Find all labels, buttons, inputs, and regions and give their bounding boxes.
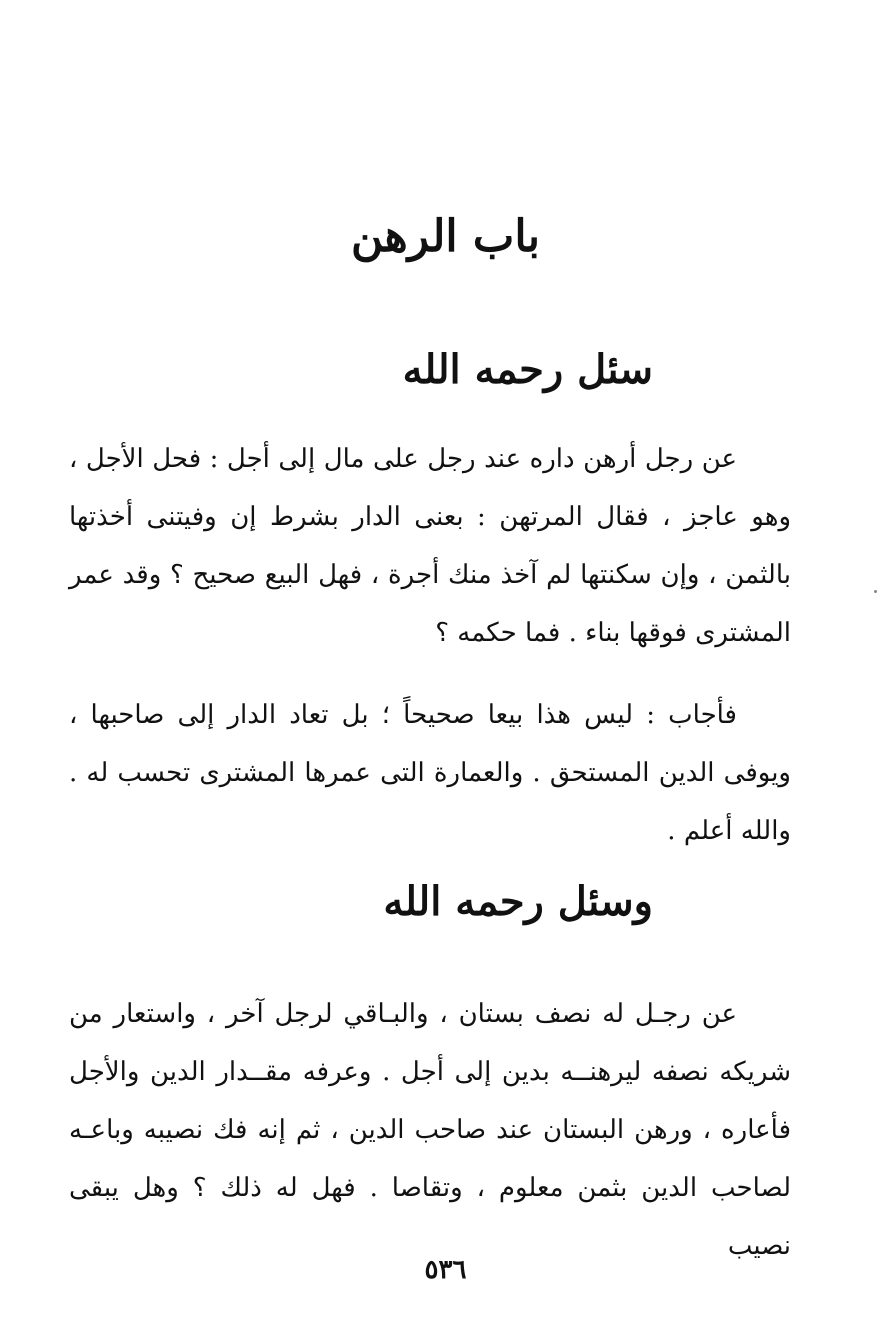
chapter-title: باب الرهن — [351, 211, 540, 262]
page-number: ٥٣٦ — [424, 1255, 467, 1285]
answer-paragraph-1: فأجاب : ليس هذا بيعا صحيحاً ؛ بل تعاد الدار إلى صاحبها ، ويوفى الدين المستحق . والعمارة التى عمرها المشترى تحسب له . والله أعلم . — [69, 700, 791, 846]
question-paragraph-2: عن رجـل له نصف بستان ، والبـاقي لرجل آخر ، واستعار من شريكه نصفه ليرهنــه بدين إلى أجل . وعرفه مقــدار الدين والأجل فأعاره ، ورهن البستان عند صاحب الدين ، ثم إنه فك نصيبه وباعـه لصاحب الدين بثمن معلوم ، وتقاصا . فهل له ذلك ؟ وهل يبقى نصيب — [69, 999, 791, 1261]
question-paragraph-1: عن رجل أرهن داره عند رجل على مال إلى أجل : فحل الأجل ، وهو عاجز ، فقال المرتهن : بعنى الدار بشرط إن وفيتنى أخذتها بالثمن ، وإن سكنتها لم آخذ منك أجرة ، فهل البيع صحيح ؟ وقد عمر المشترى فوقها بناء . فما حكمه ؟ — [69, 444, 792, 648]
section-heading-2: وسئل رحمه الله — [383, 878, 653, 925]
margin-speck — [874, 590, 877, 593]
section-heading-1: سئل رحمه الله — [402, 346, 653, 393]
